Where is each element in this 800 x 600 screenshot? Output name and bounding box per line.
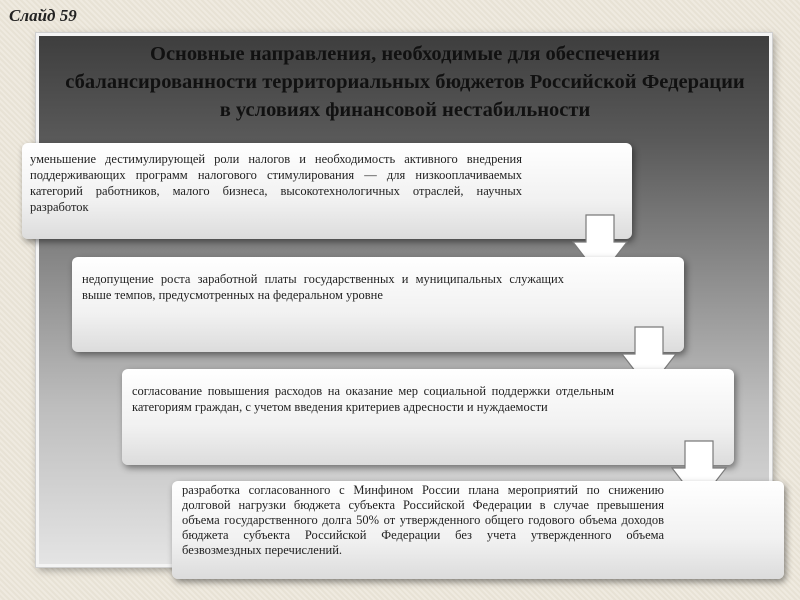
slide-number: Слайд 59 (9, 6, 77, 25)
slide-title: Основные направления, необходимые для обеспечения сбалансированности территориальных бюджетов Российской Федерации в условиях финансовой нестабильности (65, 43, 745, 121)
direction-box-1 (22, 143, 632, 239)
direction-box-3 (122, 369, 734, 465)
direction-box-2 (72, 257, 684, 352)
direction-text-1: уменьшение дестимулирующей роли налогов и необходимость активного внедрения поддерживающих программ налогового стимулирования — для низкооплачиваемых категорий работников, малого бизнеса, высокотехнологичных отраслей, научных разработок (30, 152, 522, 214)
direction-box-4 (172, 481, 784, 579)
direction-text-3: согласование повышения расходов на оказание мер социальной поддержки отдельным категориям граждан, с учетом введения критериев адресности и нуждаемости (132, 384, 614, 414)
direction-text-4: разработка согласованного с Минфином России плана мероприятий по снижению долговой нагрузки бюджета субъекта Российской Федерации в случае превышения объема государственного долга 50% от утвержденного общего годового объема доходов бюджета субъекта Российской Федерации без учета утвержденного объема безвозмездных перечислений. (182, 483, 664, 557)
direction-text-2: недопущение роста заработной платы государственных и муниципальных служащих выше темпов, предусмотренных на федеральном уровне (82, 272, 564, 302)
